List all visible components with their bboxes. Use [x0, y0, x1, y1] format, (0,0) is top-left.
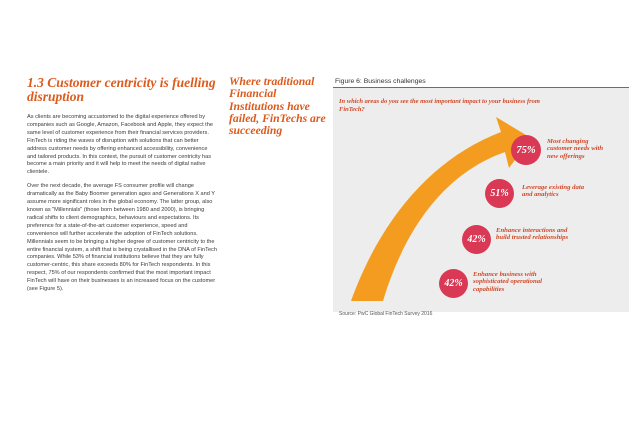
pull-quote-text: Where traditional Financial Institutions have failed, FinTechs are succeeding [229, 75, 326, 138]
figure-caption: Figure 6: Business challenges [335, 78, 426, 85]
badge-4 [439, 269, 468, 298]
badge-3-label: Enhance interactions and build trusted relationships [496, 227, 569, 242]
pull-quote [229, 76, 327, 137]
badge-4-value: 42% [444, 278, 463, 289]
badge-2-label: Leverage existing data and analytics [522, 184, 585, 199]
figure-source: Source: PwC Global FinTech Survey 2016 [339, 311, 433, 317]
badge-4-label: Enhance business with sophisticated operational capabilities [473, 271, 542, 293]
badge-3 [462, 225, 491, 254]
figure-question: In which areas do you see the most important impact to your business from FinTech? [339, 98, 540, 113]
badge-1 [511, 135, 541, 165]
section-title: 1.3 Customer centricity is fuelling disruption [27, 75, 216, 104]
badge-2 [485, 179, 514, 208]
badge-3-value: 42% [467, 234, 486, 245]
figure-panel [333, 88, 629, 317]
badge-1-value: 75% [516, 144, 536, 156]
paragraph-1: As clients are becoming accustomed to the digital experience offered by companies such as Google, Amazon, Facebook and Apple, they expect the same level of customer experience from their financial services providers. FinTech is riding the waves of disruption with solutions that can better address customer needs by offering enhanced accessibility, convenience and tailored products. In this context, the pursuit of customer centricity has become a main priority and it will help to meet the needs of digital native clientele. [27, 114, 213, 176]
paragraph-2: Over the next decade, the average FS consumer profile will change dramatically as the Baby Boomer generation ages and Generations X and Y assume more significant roles in the global economy. The latter group, also known as "Millennials" (those born between 1980 and 2000), is bringing radical shifts to client demographics, behaviours and expectations. Its preference for a state-of-the-art customer experience, speed and convenience will further accelerate the adoption of FinTech solutions. Millennials seem to be bringing a higher degree of customer centricity to the entire financial system, a shift that is being crystallised in the DNA of FinTech companies. While 53% of financial institutions believe that they are fully customer-centric, this share exceeds 80% for FinTech respondents. In this respect, 75% of our respondents confirmed that the most important impact FinTech will have on their businesses is an increased focus on the customer (see Figure 5). [27, 183, 217, 293]
badge-2-value: 51% [490, 188, 509, 199]
article-column [27, 76, 217, 300]
badge-1-label: Most changing customer needs with new offerings [547, 138, 604, 160]
